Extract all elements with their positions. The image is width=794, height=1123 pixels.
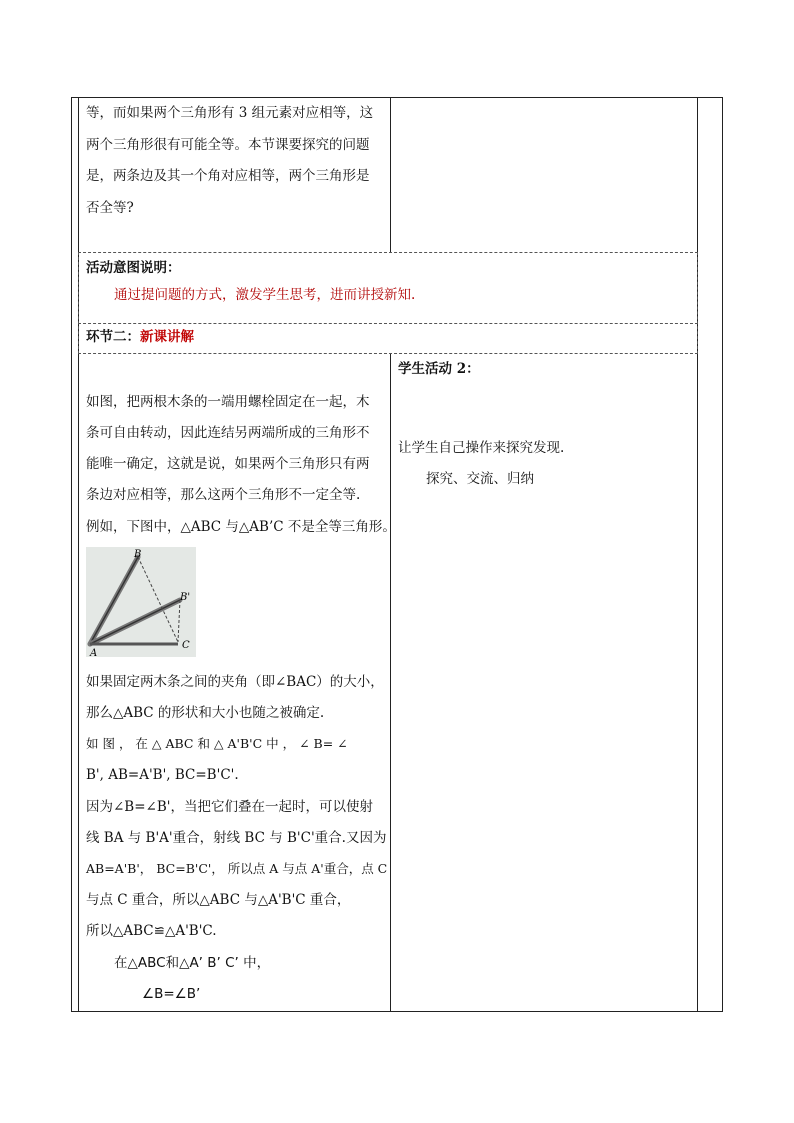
table-column-divider-bottom xyxy=(390,354,391,1012)
teacher-p1-line-5: 例如，下图中，△ABC 与△AB’C 不是全等三角形。 xyxy=(86,519,396,535)
section2-title: 新课讲解 xyxy=(140,329,194,345)
teacher-p2-line-7: AB=A'B'， BC=B'C'， 所以点 A 与点 A'重合，点 C xyxy=(86,861,388,876)
intent-heading: 活动意图说明： xyxy=(86,260,181,276)
teacher-p2-line-6: 线 BA 与 B'A'重合，射线 BC 与 B'C'重合.又因为 xyxy=(86,830,387,846)
label-c: C xyxy=(182,640,190,651)
teacher-p2-line-3: 如 图 ， 在 △ ABC 和 △ A'B'C 中 ， ∠ B= ∠ xyxy=(86,736,348,751)
teacher-p2-line-8: 与点 C 重合，所以△ABC 与△A'B'C 重合， xyxy=(86,892,351,908)
teacher-p2-line-5: 因为∠B=∠B'，当把它们叠在一起时，可以使射 xyxy=(86,799,373,815)
sticks-diagram xyxy=(86,547,196,657)
table-column-divider-top xyxy=(390,97,391,252)
triangle-figure xyxy=(86,547,196,657)
section2-heading xyxy=(86,325,194,349)
teacher-p1-line-3: 能唯一确定，这就是说，如果两个三角形只有两 xyxy=(86,456,370,472)
table-bottom-border xyxy=(71,1011,723,1012)
teacher-p2-line-1: 如果固定两木条之间的夹角（即∠BAC）的大小， xyxy=(86,674,384,690)
student-heading: 学生活动 2： xyxy=(398,361,480,377)
label-b-prime: B' xyxy=(180,592,191,603)
teacher-p2-line-4: B', AB=A'B', BC=B'C'. xyxy=(86,767,239,783)
section2-prefix: 环节二： xyxy=(86,329,140,345)
proof-line-1: 在△ABC和△A’ B’ C’ 中， xyxy=(114,955,271,971)
label-b: B xyxy=(134,549,142,560)
proof-line-2: ∠B=∠B’ xyxy=(142,986,201,1002)
intro-line-2: 两个三角形很有可能全等。本节课要探究的问题 xyxy=(86,137,370,153)
table-right-border xyxy=(722,97,723,1012)
row-divider-1 xyxy=(78,252,698,253)
teacher-p2-line-9: 所以△ABC≌△A'B'C. xyxy=(86,923,217,939)
row-divider-3 xyxy=(78,353,698,354)
intro-line-1: 等，而如果两个三角形有 3 组元素对应相等，这 xyxy=(86,105,374,121)
teacher-p1-line-1: 如图，把两根木条的一端用螺栓固定在一起，木 xyxy=(86,394,370,410)
teacher-p1-line-4: 条边对应相等，那么这两个三角形不一定全等. xyxy=(86,487,361,503)
student-line-2: 探究、交流、归纳 xyxy=(426,471,534,487)
table-left-border xyxy=(71,97,72,1012)
intro-line-4: 否全等? xyxy=(86,200,134,216)
intent-text: 通过提问题的方式，激发学生思考，进而讲授新知. xyxy=(114,287,416,303)
teacher-p2-line-2: 那么△ABC 的形状和大小也随之被确定. xyxy=(86,705,325,721)
table-inner-left-border xyxy=(78,97,79,1012)
dashed-divider-left xyxy=(78,252,79,354)
table-top-border xyxy=(71,97,723,98)
intro-line-3: 是，两条边及其一个角对应相等，两个三角形是 xyxy=(86,168,370,184)
student-line-1: 让学生自己操作来探究发现. xyxy=(398,440,565,456)
dashed-divider-right xyxy=(697,252,698,354)
row-divider-2 xyxy=(78,323,698,324)
table-right-inner-border xyxy=(697,97,698,1012)
label-a: A xyxy=(90,648,98,657)
teacher-p1-line-2: 条可自由转动，因此连结另两端所成的三角形不 xyxy=(86,425,370,441)
